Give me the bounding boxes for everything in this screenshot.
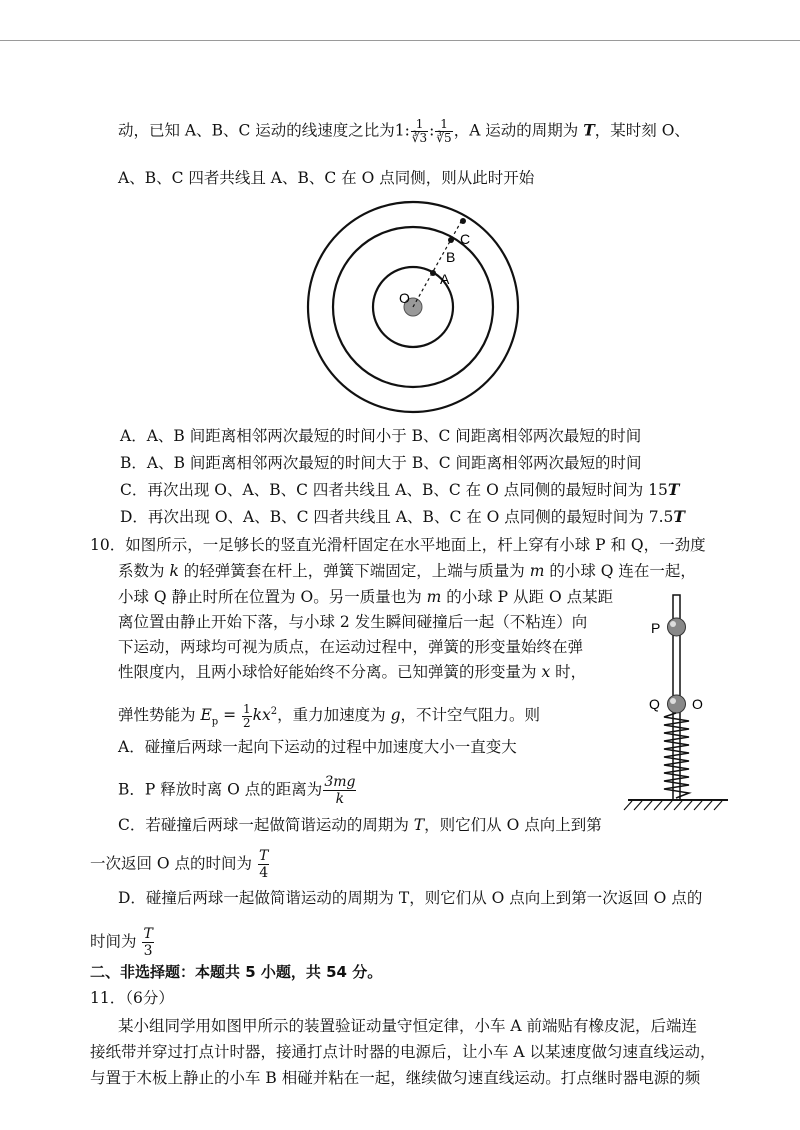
ground-hatching	[624, 801, 722, 810]
q10-option-d-line-2: 时间为 $\frac{T}{3}$	[90, 926, 153, 959]
label-c: C	[460, 231, 471, 247]
section-2-heading: 二、非选择题：本题共 5 小题，共 54 分。	[90, 963, 383, 981]
point-c	[460, 218, 466, 224]
q10-option-c-line-1: C．若碰撞后两球一起做简谐运动的周期为 T，则它们从 O 点向上到第	[118, 816, 602, 834]
q10-option-a: A．碰撞后两球一起向下运动的过程中加速度大小一直变大	[118, 738, 517, 756]
q10-line-5: 下运动，两球均可视为质点，在运动过程中，弹簧的形变量始终在弹	[118, 638, 584, 656]
point-a	[430, 270, 436, 276]
q10-line-4: 离位置由静止开始下落，与小球 2 发生瞬间碰撞后一起（不粘连）向	[118, 613, 588, 631]
q10-line-1: 10．如图所示，一足够长的竖直光滑杆固定在水平地面上，杆上穿有小球 P 和 Q，一劲度	[90, 536, 706, 554]
q10-line-7: 弹性势能为 $E_p$ = $\frac{1}{2}$ $kx^2$，重力加速度为 g，不计空气阻力。则	[118, 701, 541, 730]
q10-line-2: 系数为 k 的轻弹簧套在杆上，弹簧下端固定，上端与质量为 m 的小球 Q 连在一起，	[118, 562, 696, 580]
q11-line-1: 某小组同学用如图甲所示的装置验证动量守恒定律，小车 A 前端贴有橡皮泥，后端连	[118, 1017, 698, 1035]
q10-option-c-line-2: 一次返回 O 点的时间为 $\frac{T}{4}$	[90, 848, 269, 881]
label-p: P	[651, 620, 661, 636]
q10-line-3: 小球 Q 静止时所在位置为 O。另一质量也为 m 的小球 P 从距 O 点某距	[118, 588, 614, 606]
fraction-one-over-cbrt3: $\frac{1}{∛3}$	[411, 117, 428, 145]
q9-line-1: 动，已知 A、B、C 运动的线速度之比为1: $\frac{1}{∛3}$ : $\frac{1}{∛5}$ ，A 运动的周期为 T，某时刻 O、	[118, 117, 690, 145]
q10-option-d-line-1: D．碰撞后两球一起做简谐运动的周期为 T，则它们从 O 点向上到第一次返回 O 点的	[118, 889, 703, 907]
label-o: O	[399, 290, 410, 306]
orbit-diagram	[300, 200, 530, 420]
q9-option-d: D．再次出现 O、A、B、C 四者共线且 A、B、C 在 O 点同侧的最短时间为 7.5T	[120, 507, 685, 526]
spring-rod-diagram	[620, 590, 730, 820]
q11-line-2: 接纸带并穿过打点计时器，接通打点计时器的电源后，让小车 A 以某速度做匀速直线运动，	[90, 1043, 716, 1061]
fraction-t-over-4: $\frac{T}{4}$	[259, 848, 269, 881]
fraction-one-half: $\frac{1}{2}$	[243, 701, 251, 730]
q9-line-2: A、B、C 四者共线且 A、B、C 在 O 点同侧，则从此时开始	[118, 169, 535, 187]
ball-q	[668, 695, 686, 713]
q10-line-6: 性限度内，且两小球恰好能始终不分离。已知弹簧的形变量为 x 时，	[118, 663, 587, 681]
q10-option-b: B．P 释放时离 O 点的距离为 $\frac{3mg}{k}$	[118, 774, 356, 807]
label-q: Q	[649, 696, 660, 712]
q9-option-b: B．A、B 间距离相邻两次最短的时间大于 B、C 间距离相邻两次最短的时间	[120, 454, 642, 472]
ball-p	[668, 618, 686, 636]
fraction-one-over-cbrt5: $\frac{1}{∛5}$	[436, 117, 452, 145]
page-top-rule	[0, 40, 800, 41]
q9-option-c: C．再次出现 O、A、B、C 四者共线且 A、B、C 在 O 点同侧的最短时间为 15T	[120, 480, 680, 499]
point-b	[448, 237, 454, 243]
q11-line-3: 与置于木板上静止的小车 B 相碰并粘在一起，继续做匀速直线运动。打点继时器电源的频	[90, 1069, 701, 1087]
fraction-3mg-over-k: $\frac{3mg}{k}$	[324, 774, 356, 807]
q11-heading: 11．（6分）	[90, 989, 174, 1007]
fraction-t-over-3: $\frac{T}{3}$	[143, 926, 153, 959]
label-o: O	[692, 696, 703, 712]
label-b: B	[446, 249, 456, 265]
q9-option-a: A．A、B 间距离相邻两次最短的时间小于 B、C 间距离相邻两次最短的时间	[120, 427, 642, 445]
label-a: A	[440, 271, 450, 287]
